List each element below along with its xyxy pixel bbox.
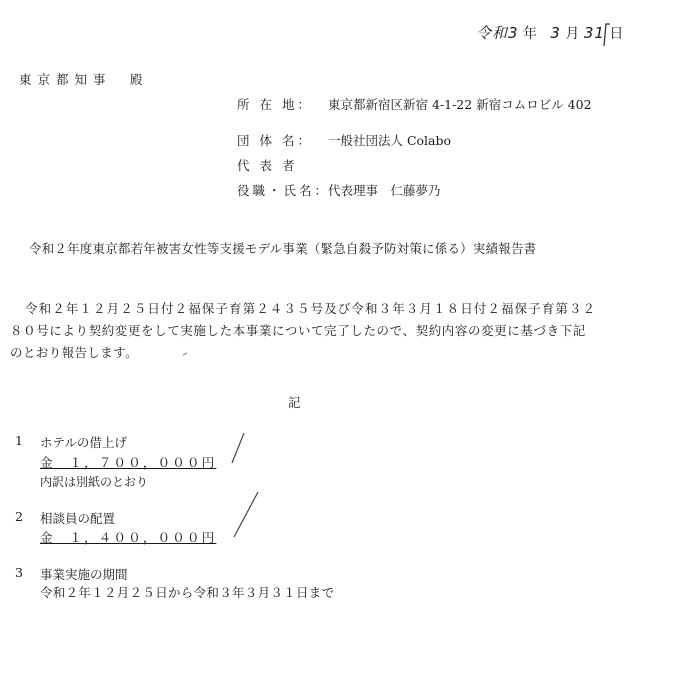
org-label: 団 体 名： bbox=[237, 133, 313, 148]
body-line-2: ８０号により契約変更をして実施した本事業について完了したので、契約内容の変更に基づき下記 bbox=[10, 323, 586, 338]
item-1-check-mark bbox=[232, 433, 244, 463]
body-line-1: 令和２年１２月２５日付２福保子育第２４３５号及び令和３年３月１８日付２福保子育第３２ bbox=[25, 301, 597, 316]
date-day: 31 bbox=[583, 24, 605, 42]
location-label: 所 在 地： bbox=[237, 97, 313, 112]
body-line-3: のとおり報告します。 bbox=[10, 345, 139, 360]
org-value: 一般社団法人 Colabo bbox=[327, 133, 452, 148]
date-month: 3 bbox=[550, 24, 561, 42]
date-year-unit: 年 bbox=[523, 26, 537, 42]
rep-label: 代 表 者 bbox=[237, 158, 298, 173]
document-title: 令和２年度東京都若年被害女性等支援モデル事業（緊急自殺予防対策に係る）実績報告書 bbox=[29, 241, 537, 256]
item-2-check-mark bbox=[234, 492, 258, 537]
date-bracket-mark bbox=[604, 24, 610, 46]
ki-heading: 記 bbox=[288, 395, 301, 410]
item-3-number: 3 bbox=[15, 565, 23, 580]
date-day-unit: 日 bbox=[609, 26, 624, 42]
title-label: 役職・氏名： bbox=[237, 183, 331, 198]
item-3-period: 令和２年１２月２５日から令和３年３月３１日まで bbox=[40, 585, 335, 600]
date-month-unit: 月 bbox=[565, 26, 580, 42]
item-3-title: 事業実施の期間 bbox=[40, 567, 128, 582]
item-1-title: ホテルの借上げ bbox=[40, 435, 127, 450]
title-value: 代表理事 仁藤夢乃 bbox=[327, 183, 441, 198]
item-2-number: 2 bbox=[15, 509, 23, 524]
location-value: 東京都新宿区新宿 4-1-22 新宿コムロビル 402 bbox=[327, 97, 592, 112]
item-2-amount: 金 １，４００，０００円 bbox=[40, 530, 217, 545]
item-2-title: 相談員の配置 bbox=[40, 511, 116, 526]
item-1-amount: 金 １，７００，０００円 bbox=[40, 455, 217, 470]
stray-mark-2 bbox=[305, 252, 306, 255]
addressee: 東京都知事 殿 bbox=[19, 72, 149, 87]
item-1-number: 1 bbox=[15, 433, 23, 448]
stray-mark-1 bbox=[183, 353, 187, 355]
item-1-note: 内訳は別紙のとおり bbox=[40, 475, 149, 489]
date-era-year: 令和3 bbox=[476, 24, 519, 42]
